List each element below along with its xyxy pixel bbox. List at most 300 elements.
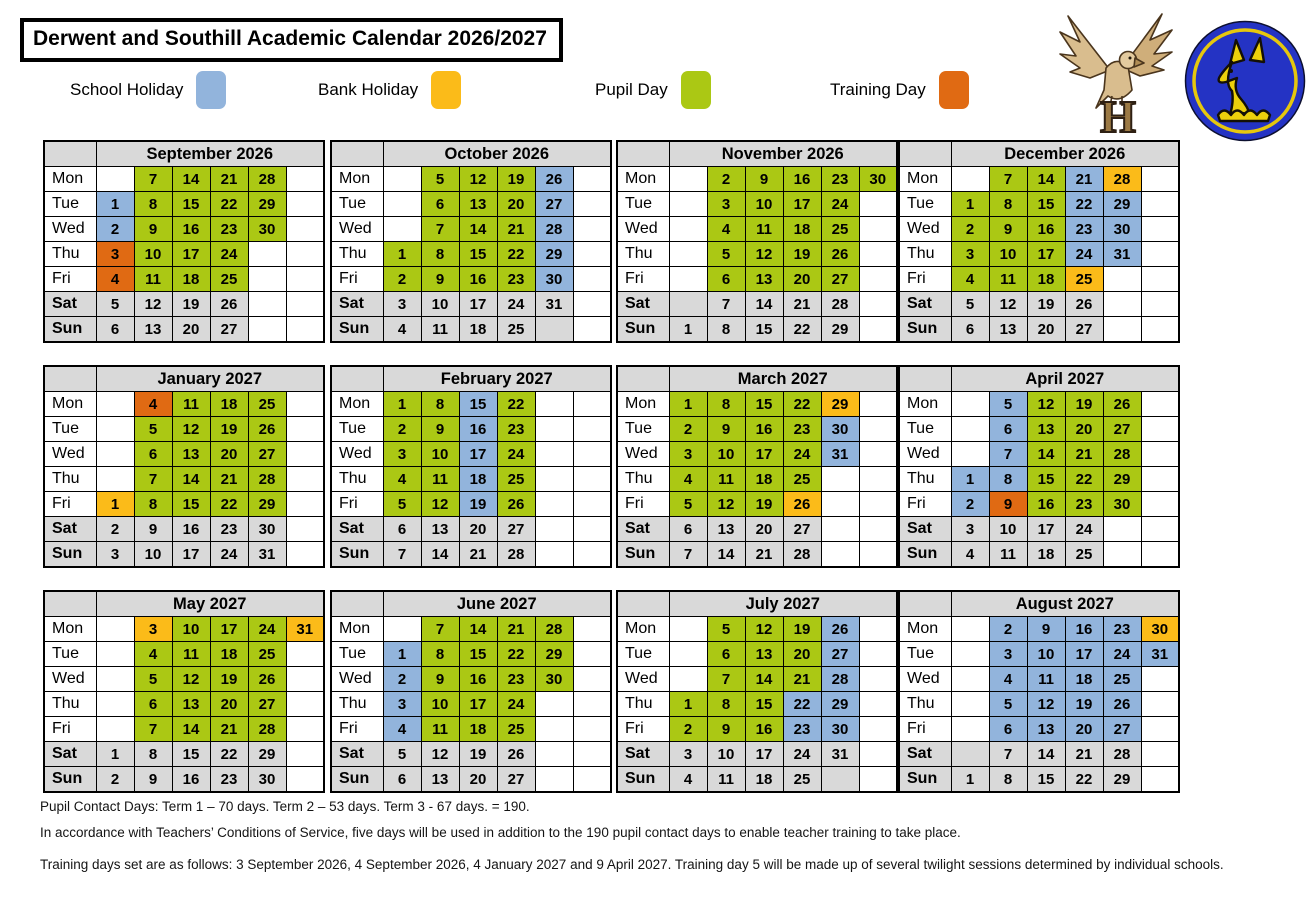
date-cell <box>1141 392 1179 417</box>
day-label-sun: Sun <box>44 542 96 568</box>
date-cell: 29 <box>821 392 859 417</box>
day-label-mon: Mon <box>331 167 383 192</box>
date-cell: 18 <box>172 267 210 292</box>
date-cell <box>286 292 324 317</box>
day-label-sat: Sat <box>331 292 383 317</box>
date-cell <box>286 542 324 568</box>
date-cell: 30 <box>535 667 573 692</box>
month-title: November 2026 <box>669 141 897 167</box>
day-label-thu: Thu <box>331 242 383 267</box>
date-cell: 8 <box>421 642 459 667</box>
date-cell: 19 <box>172 292 210 317</box>
date-cell <box>859 517 897 542</box>
date-cell: 16 <box>1065 617 1103 642</box>
month-title: April 2027 <box>951 366 1179 392</box>
date-cell: 20 <box>210 692 248 717</box>
date-cell: 23 <box>1065 492 1103 517</box>
date-cell: 21 <box>745 542 783 568</box>
date-cell <box>286 392 324 417</box>
date-cell: 22 <box>783 692 821 717</box>
day-label-tue: Tue <box>44 192 96 217</box>
date-cell: 11 <box>134 267 172 292</box>
date-cell <box>1141 542 1179 568</box>
date-cell: 3 <box>383 292 421 317</box>
date-cell: 18 <box>783 217 821 242</box>
date-cell: 1 <box>669 392 707 417</box>
date-cell: 14 <box>172 167 210 192</box>
day-label-sun: Sun <box>617 317 669 343</box>
date-cell <box>1141 517 1179 542</box>
date-cell: 19 <box>1065 692 1103 717</box>
date-cell: 2 <box>669 417 707 442</box>
date-cell: 10 <box>421 692 459 717</box>
date-cell: 1 <box>96 192 134 217</box>
day-label-sat: Sat <box>899 292 951 317</box>
date-cell <box>286 192 324 217</box>
day-label-thu: Thu <box>331 692 383 717</box>
date-cell: 11 <box>421 317 459 343</box>
date-cell <box>286 717 324 742</box>
date-cell: 8 <box>421 392 459 417</box>
date-cell <box>573 492 611 517</box>
date-cell: 20 <box>172 317 210 343</box>
date-cell: 3 <box>134 617 172 642</box>
date-cell: 5 <box>707 242 745 267</box>
date-cell: 20 <box>1065 417 1103 442</box>
date-cell: 15 <box>172 492 210 517</box>
date-cell: 30 <box>1103 217 1141 242</box>
date-cell: 22 <box>497 242 535 267</box>
date-cell: 5 <box>951 292 989 317</box>
date-cell: 22 <box>497 392 535 417</box>
date-cell: 16 <box>1027 217 1065 242</box>
date-cell: 21 <box>1065 742 1103 767</box>
date-cell: 28 <box>497 542 535 568</box>
date-cell <box>286 317 324 343</box>
day-label-wed: Wed <box>617 217 669 242</box>
date-cell: 6 <box>134 442 172 467</box>
date-cell: 27 <box>821 642 859 667</box>
footer-contact-days: Pupil Contact Days: Term 1 – 70 days. Term 2 – 53 days. Term 3 - 67 days. = 190. <box>40 799 530 814</box>
date-cell <box>951 742 989 767</box>
month-table-december-2026 <box>898 140 1180 343</box>
date-cell: 10 <box>421 442 459 467</box>
date-cell: 7 <box>134 167 172 192</box>
day-label-fri: Fri <box>44 717 96 742</box>
date-cell: 27 <box>1065 317 1103 343</box>
date-cell: 15 <box>745 692 783 717</box>
date-cell: 7 <box>989 742 1027 767</box>
date-cell <box>286 217 324 242</box>
date-cell <box>535 317 573 343</box>
date-cell <box>951 667 989 692</box>
date-cell: 27 <box>821 267 859 292</box>
date-cell: 10 <box>707 742 745 767</box>
date-cell: 15 <box>745 392 783 417</box>
date-cell <box>951 417 989 442</box>
day-label-thu: Thu <box>617 467 669 492</box>
date-cell: 31 <box>1103 242 1141 267</box>
date-cell: 8 <box>134 192 172 217</box>
date-cell: 6 <box>951 317 989 343</box>
date-cell <box>383 192 421 217</box>
date-cell <box>951 617 989 642</box>
date-cell: 1 <box>383 392 421 417</box>
date-cell: 5 <box>707 617 745 642</box>
day-label-sun: Sun <box>331 542 383 568</box>
date-cell: 9 <box>421 667 459 692</box>
date-cell: 19 <box>1027 292 1065 317</box>
month-title: July 2027 <box>669 591 897 617</box>
date-cell: 11 <box>1027 667 1065 692</box>
footer-training-days: Training days set are as follows: 3 September 2026, 4 September 2026, 4 January 2027 and 9 April 2027. Training day 5 will be made up of several twilight sessions determined by individual schools. <box>40 857 1224 872</box>
date-cell <box>535 717 573 742</box>
date-cell: 4 <box>383 317 421 343</box>
date-cell: 3 <box>951 242 989 267</box>
month-title: May 2027 <box>96 591 324 617</box>
date-cell: 6 <box>707 267 745 292</box>
month-table-april-2027 <box>898 365 1180 568</box>
day-label-thu: Thu <box>44 692 96 717</box>
date-cell <box>951 692 989 717</box>
date-cell <box>859 692 897 717</box>
date-cell: 28 <box>248 717 286 742</box>
date-cell: 26 <box>535 167 573 192</box>
day-label-tue: Tue <box>899 642 951 667</box>
day-label-thu: Thu <box>899 467 951 492</box>
date-cell: 11 <box>707 767 745 793</box>
date-cell: 12 <box>459 167 497 192</box>
date-cell <box>96 692 134 717</box>
date-cell: 8 <box>707 392 745 417</box>
date-cell <box>1141 717 1179 742</box>
date-cell <box>1141 667 1179 692</box>
date-cell: 8 <box>707 317 745 343</box>
day-label-sun: Sun <box>44 317 96 343</box>
date-cell: 17 <box>1027 517 1065 542</box>
date-cell: 1 <box>951 467 989 492</box>
month-header-corner <box>331 366 383 392</box>
date-cell <box>96 442 134 467</box>
date-cell <box>951 717 989 742</box>
date-cell: 12 <box>707 492 745 517</box>
date-cell: 23 <box>497 417 535 442</box>
date-cell <box>1141 167 1179 192</box>
date-cell <box>859 392 897 417</box>
day-label-fri: Fri <box>899 492 951 517</box>
date-cell: 19 <box>459 492 497 517</box>
date-cell: 27 <box>535 192 573 217</box>
date-cell <box>248 267 286 292</box>
date-cell <box>1103 542 1141 568</box>
date-cell <box>859 767 897 793</box>
date-cell: 18 <box>459 717 497 742</box>
date-cell <box>573 417 611 442</box>
date-cell: 12 <box>134 292 172 317</box>
date-cell <box>669 267 707 292</box>
date-cell: 1 <box>383 242 421 267</box>
date-cell: 16 <box>783 167 821 192</box>
date-cell: 13 <box>421 767 459 793</box>
date-cell <box>573 667 611 692</box>
month-table-august-2027 <box>898 590 1180 793</box>
date-cell: 5 <box>96 292 134 317</box>
date-cell: 24 <box>1065 517 1103 542</box>
date-cell: 13 <box>745 642 783 667</box>
date-cell: 26 <box>497 492 535 517</box>
date-cell: 4 <box>669 467 707 492</box>
date-cell: 29 <box>1103 467 1141 492</box>
date-cell: 9 <box>745 167 783 192</box>
date-cell: 23 <box>210 517 248 542</box>
date-cell <box>383 217 421 242</box>
date-cell: 2 <box>989 617 1027 642</box>
date-cell: 16 <box>459 417 497 442</box>
date-cell: 6 <box>96 317 134 343</box>
date-cell: 4 <box>383 717 421 742</box>
day-label-sat: Sat <box>899 517 951 542</box>
day-label-mon: Mon <box>899 617 951 642</box>
date-cell: 19 <box>1065 392 1103 417</box>
date-cell: 10 <box>989 242 1027 267</box>
date-cell: 6 <box>669 517 707 542</box>
legend-label-school-holiday: School Holiday <box>70 80 184 99</box>
date-cell: 4 <box>669 767 707 793</box>
date-cell: 22 <box>210 192 248 217</box>
date-cell: 18 <box>745 767 783 793</box>
date-cell <box>286 767 324 793</box>
date-cell: 11 <box>421 717 459 742</box>
date-cell <box>383 617 421 642</box>
day-label-fri: Fri <box>617 492 669 517</box>
date-cell: 28 <box>248 167 286 192</box>
date-cell <box>859 467 897 492</box>
date-cell <box>859 417 897 442</box>
date-cell: 17 <box>210 617 248 642</box>
date-cell: 21 <box>1065 442 1103 467</box>
date-cell <box>573 242 611 267</box>
date-cell: 6 <box>421 192 459 217</box>
day-label-tue: Tue <box>331 417 383 442</box>
date-cell: 2 <box>383 667 421 692</box>
date-cell: 9 <box>134 767 172 793</box>
date-cell <box>286 517 324 542</box>
date-cell: 3 <box>383 442 421 467</box>
date-cell: 25 <box>1065 542 1103 568</box>
date-cell: 20 <box>459 517 497 542</box>
date-cell: 7 <box>669 542 707 568</box>
date-cell <box>573 717 611 742</box>
date-cell: 27 <box>497 767 535 793</box>
date-cell: 25 <box>821 217 859 242</box>
day-label-sat: Sat <box>44 292 96 317</box>
date-cell: 2 <box>707 167 745 192</box>
day-label-thu: Thu <box>899 242 951 267</box>
month-header-corner <box>44 141 96 167</box>
date-cell: 2 <box>951 492 989 517</box>
day-label-fri: Fri <box>44 492 96 517</box>
date-cell: 26 <box>783 492 821 517</box>
date-cell: 11 <box>421 467 459 492</box>
date-cell: 14 <box>459 617 497 642</box>
month-table-october-2026 <box>330 140 612 343</box>
date-cell <box>669 242 707 267</box>
month-table-february-2027 <box>330 365 612 568</box>
month-header-corner <box>331 591 383 617</box>
day-label-sun: Sun <box>617 542 669 568</box>
date-cell: 17 <box>459 692 497 717</box>
date-cell: 17 <box>1027 242 1065 267</box>
day-label-wed: Wed <box>899 442 951 467</box>
date-cell: 7 <box>989 167 1027 192</box>
date-cell <box>96 642 134 667</box>
date-cell: 16 <box>745 417 783 442</box>
day-label-sun: Sun <box>617 767 669 793</box>
date-cell: 25 <box>248 642 286 667</box>
date-cell: 16 <box>745 717 783 742</box>
date-cell: 28 <box>783 542 821 568</box>
date-cell <box>1141 692 1179 717</box>
date-cell <box>859 317 897 343</box>
date-cell: 5 <box>383 492 421 517</box>
date-cell: 16 <box>459 267 497 292</box>
date-cell <box>1141 767 1179 793</box>
day-label-sun: Sun <box>331 317 383 343</box>
date-cell: 5 <box>421 167 459 192</box>
date-cell: 27 <box>1103 717 1141 742</box>
date-cell: 18 <box>459 317 497 343</box>
date-cell: 21 <box>210 167 248 192</box>
date-cell <box>573 217 611 242</box>
date-cell <box>1141 467 1179 492</box>
date-cell: 17 <box>1065 642 1103 667</box>
date-cell <box>821 542 859 568</box>
month-header-corner <box>44 366 96 392</box>
date-cell <box>535 442 573 467</box>
date-cell: 18 <box>745 467 783 492</box>
date-cell: 10 <box>1027 642 1065 667</box>
day-label-sat: Sat <box>617 742 669 767</box>
date-cell <box>951 167 989 192</box>
date-cell <box>1141 317 1179 343</box>
date-cell: 14 <box>459 217 497 242</box>
date-cell <box>573 442 611 467</box>
date-cell: 15 <box>172 192 210 217</box>
date-cell: 31 <box>248 542 286 568</box>
month-header-corner <box>899 591 951 617</box>
day-label-wed: Wed <box>44 667 96 692</box>
date-cell <box>286 492 324 517</box>
date-cell <box>821 467 859 492</box>
date-cell: 20 <box>783 642 821 667</box>
date-cell: 8 <box>421 242 459 267</box>
date-cell: 20 <box>210 442 248 467</box>
date-cell <box>383 167 421 192</box>
day-label-fri: Fri <box>331 492 383 517</box>
date-cell <box>573 642 611 667</box>
date-cell: 26 <box>1103 392 1141 417</box>
day-label-mon: Mon <box>617 167 669 192</box>
date-cell: 8 <box>134 742 172 767</box>
month-title: October 2026 <box>383 141 611 167</box>
date-cell <box>669 667 707 692</box>
date-cell <box>286 167 324 192</box>
date-cell: 2 <box>96 217 134 242</box>
day-label-tue: Tue <box>44 642 96 667</box>
day-label-wed: Wed <box>617 667 669 692</box>
date-cell: 17 <box>172 242 210 267</box>
date-cell <box>859 642 897 667</box>
date-cell: 14 <box>707 542 745 568</box>
date-cell: 24 <box>497 442 535 467</box>
date-cell: 2 <box>383 267 421 292</box>
day-label-wed: Wed <box>899 667 951 692</box>
date-cell: 10 <box>134 542 172 568</box>
date-cell <box>859 217 897 242</box>
date-cell: 30 <box>1103 492 1141 517</box>
date-cell: 21 <box>1065 167 1103 192</box>
date-cell: 12 <box>421 742 459 767</box>
date-cell <box>96 417 134 442</box>
date-cell: 5 <box>134 667 172 692</box>
date-cell <box>573 467 611 492</box>
date-cell: 5 <box>669 492 707 517</box>
date-cell: 30 <box>821 717 859 742</box>
month-title: August 2027 <box>951 591 1179 617</box>
date-cell: 20 <box>459 767 497 793</box>
date-cell: 11 <box>745 217 783 242</box>
day-label-wed: Wed <box>331 442 383 467</box>
date-cell: 21 <box>459 542 497 568</box>
date-cell: 27 <box>210 317 248 343</box>
date-cell: 1 <box>951 192 989 217</box>
date-cell: 30 <box>859 167 897 192</box>
month-table-july-2027 <box>616 590 898 793</box>
date-cell: 10 <box>707 442 745 467</box>
date-cell: 13 <box>134 317 172 343</box>
day-label-fri: Fri <box>44 267 96 292</box>
day-label-fri: Fri <box>617 267 669 292</box>
month-title: February 2027 <box>383 366 611 392</box>
crest-logo <box>1184 20 1306 142</box>
date-cell: 9 <box>1027 617 1065 642</box>
day-label-mon: Mon <box>617 617 669 642</box>
date-cell: 27 <box>497 517 535 542</box>
date-cell <box>573 192 611 217</box>
date-cell: 23 <box>1103 617 1141 642</box>
date-cell: 3 <box>951 517 989 542</box>
date-cell <box>535 467 573 492</box>
day-label-sat: Sat <box>44 742 96 767</box>
date-cell <box>669 192 707 217</box>
date-cell: 16 <box>1027 492 1065 517</box>
date-cell: 7 <box>707 667 745 692</box>
date-cell: 8 <box>134 492 172 517</box>
date-cell: 9 <box>707 717 745 742</box>
date-cell: 21 <box>497 217 535 242</box>
date-cell: 4 <box>383 467 421 492</box>
eagle-logo <box>1056 8 1178 136</box>
footer-conditions: In accordance with Teachers’ Conditions of Service, five days will be used in addition to the 190 pupil contact days to enable teacher training to take place. <box>40 825 961 840</box>
date-cell: 8 <box>989 192 1027 217</box>
date-cell: 23 <box>497 267 535 292</box>
date-cell: 25 <box>1103 667 1141 692</box>
date-cell: 13 <box>172 442 210 467</box>
date-cell: 11 <box>707 467 745 492</box>
date-cell: 23 <box>821 167 859 192</box>
date-cell: 18 <box>1065 667 1103 692</box>
date-cell <box>535 392 573 417</box>
